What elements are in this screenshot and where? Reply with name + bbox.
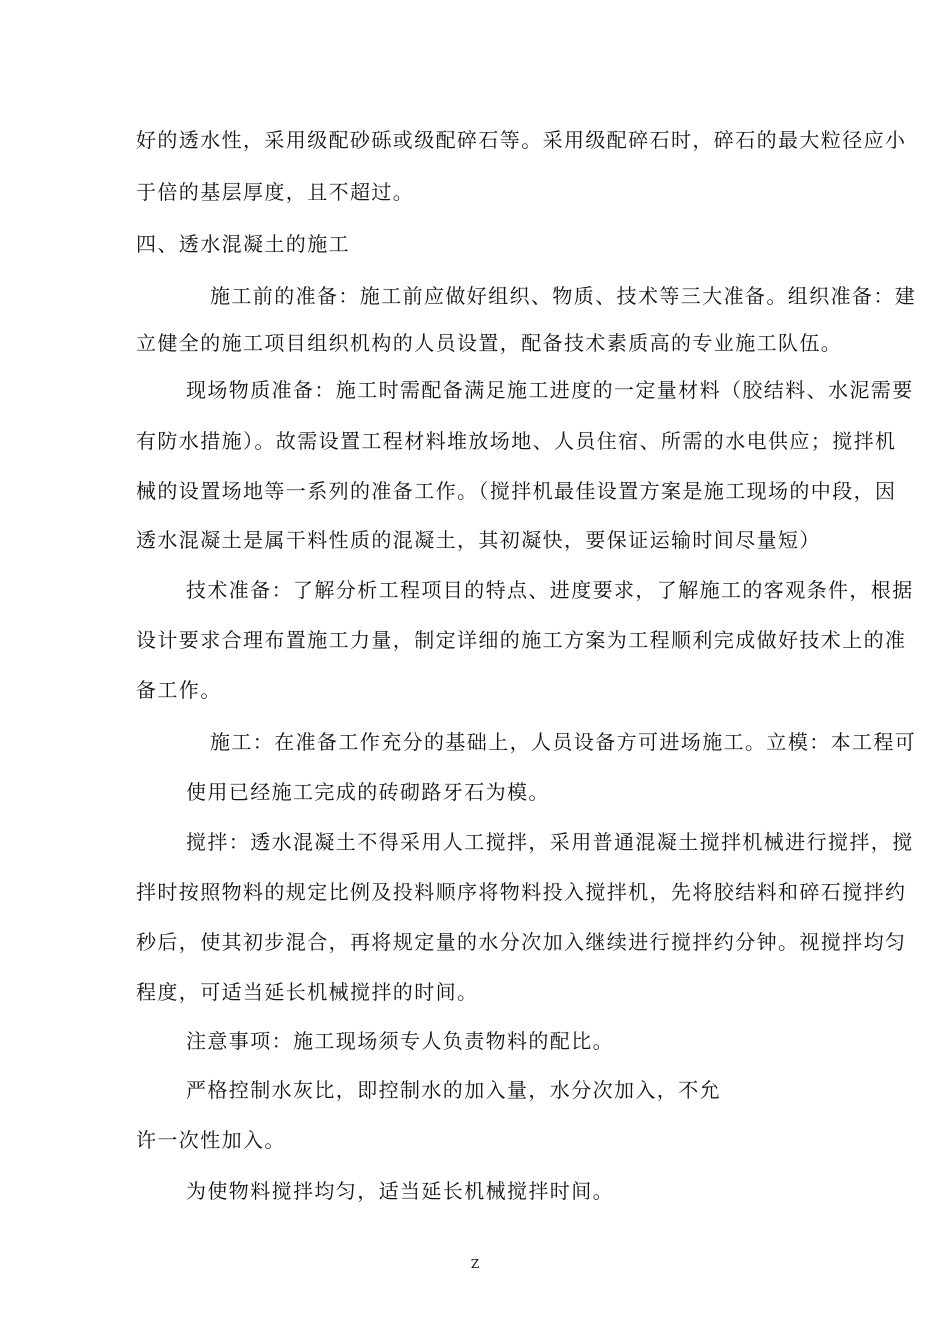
text-line-11: 设计要求合理布置施工力量，制定详细的施工方案为工程顺利完成做好技术上的准 [136, 628, 907, 652]
text-line-20: 严格控制水灰比，即控制水的加入量，水分次加入，不允 [186, 1078, 721, 1102]
text-line-2: 于倍的基层厚度，且不超过。 [136, 180, 415, 204]
text-line-10: 技术准备：了解分析工程项目的特点、进度要求，了解施工的客观条件，根据 [186, 578, 914, 602]
section-heading: 四、透水混凝土的施工 [136, 232, 350, 256]
text-line-15: 搅拌：透水混凝土不得采用人工搅拌，采用普通混凝土搅拌机械进行搅拌，搅 [186, 830, 914, 854]
text-line-21: 许一次性加入。 [136, 1128, 286, 1152]
text-line-7: 有防水措施）。故需设置工程材料堆放场地、人员住宿、所需的水电供应；搅拌机 [136, 429, 897, 453]
text-line-13: 施工：在准备工作充分的基础上，人员设备方可进场施工。立模：本工程可 [210, 730, 917, 754]
text-line-22: 为使物料搅拌均匀，适当延长机械搅拌时间。 [186, 1179, 614, 1203]
text-line-4: 施工前的准备：施工前应做好组织、物质、技术等三大准备。组织准备：建 [210, 284, 917, 308]
text-line-17: 秒后，使其初步混合，再将规定量的水分次加入继续进行搅拌约分钟。视搅拌均匀 [136, 930, 907, 954]
text-line-19: 注意事项：施工现场须专人负责物料的配比。 [186, 1029, 614, 1053]
text-line-18: 程度，可适当延长机械搅拌的时间。 [136, 980, 479, 1004]
text-line-8: 械的设置场地等一系列的准备工作。（搅拌机最佳设置方案是施工现场的中段，因 [136, 479, 897, 503]
text-line-16: 拌时按照物料的规定比例及投料顺序将物料投入搅拌机，先将胶结料和碎石搅拌约 [136, 880, 907, 904]
text-line-14: 使用已经施工完成的砖砌路牙石为模。 [186, 780, 550, 804]
text-line-12: 备工作。 [136, 678, 222, 702]
text-line-6: 现场物质准备：施工时需配备满足施工进度的一定量材料（胶结料、水泥需要 [186, 378, 914, 402]
text-line-9: 透水混凝土是属干料性质的混凝土，其初凝快，要保证运输时间尽量短） [136, 528, 821, 552]
page-number: Z [470, 1257, 480, 1271]
text-line-1: 好的透水性，采用级配砂砾或级配碎石等。采用级配碎石时，碎石的最大粒径应小 [136, 128, 907, 152]
text-line-5: 立健全的施工项目组织机构的人员设置，配备技术素质高的专业施工队伍。 [136, 331, 843, 355]
